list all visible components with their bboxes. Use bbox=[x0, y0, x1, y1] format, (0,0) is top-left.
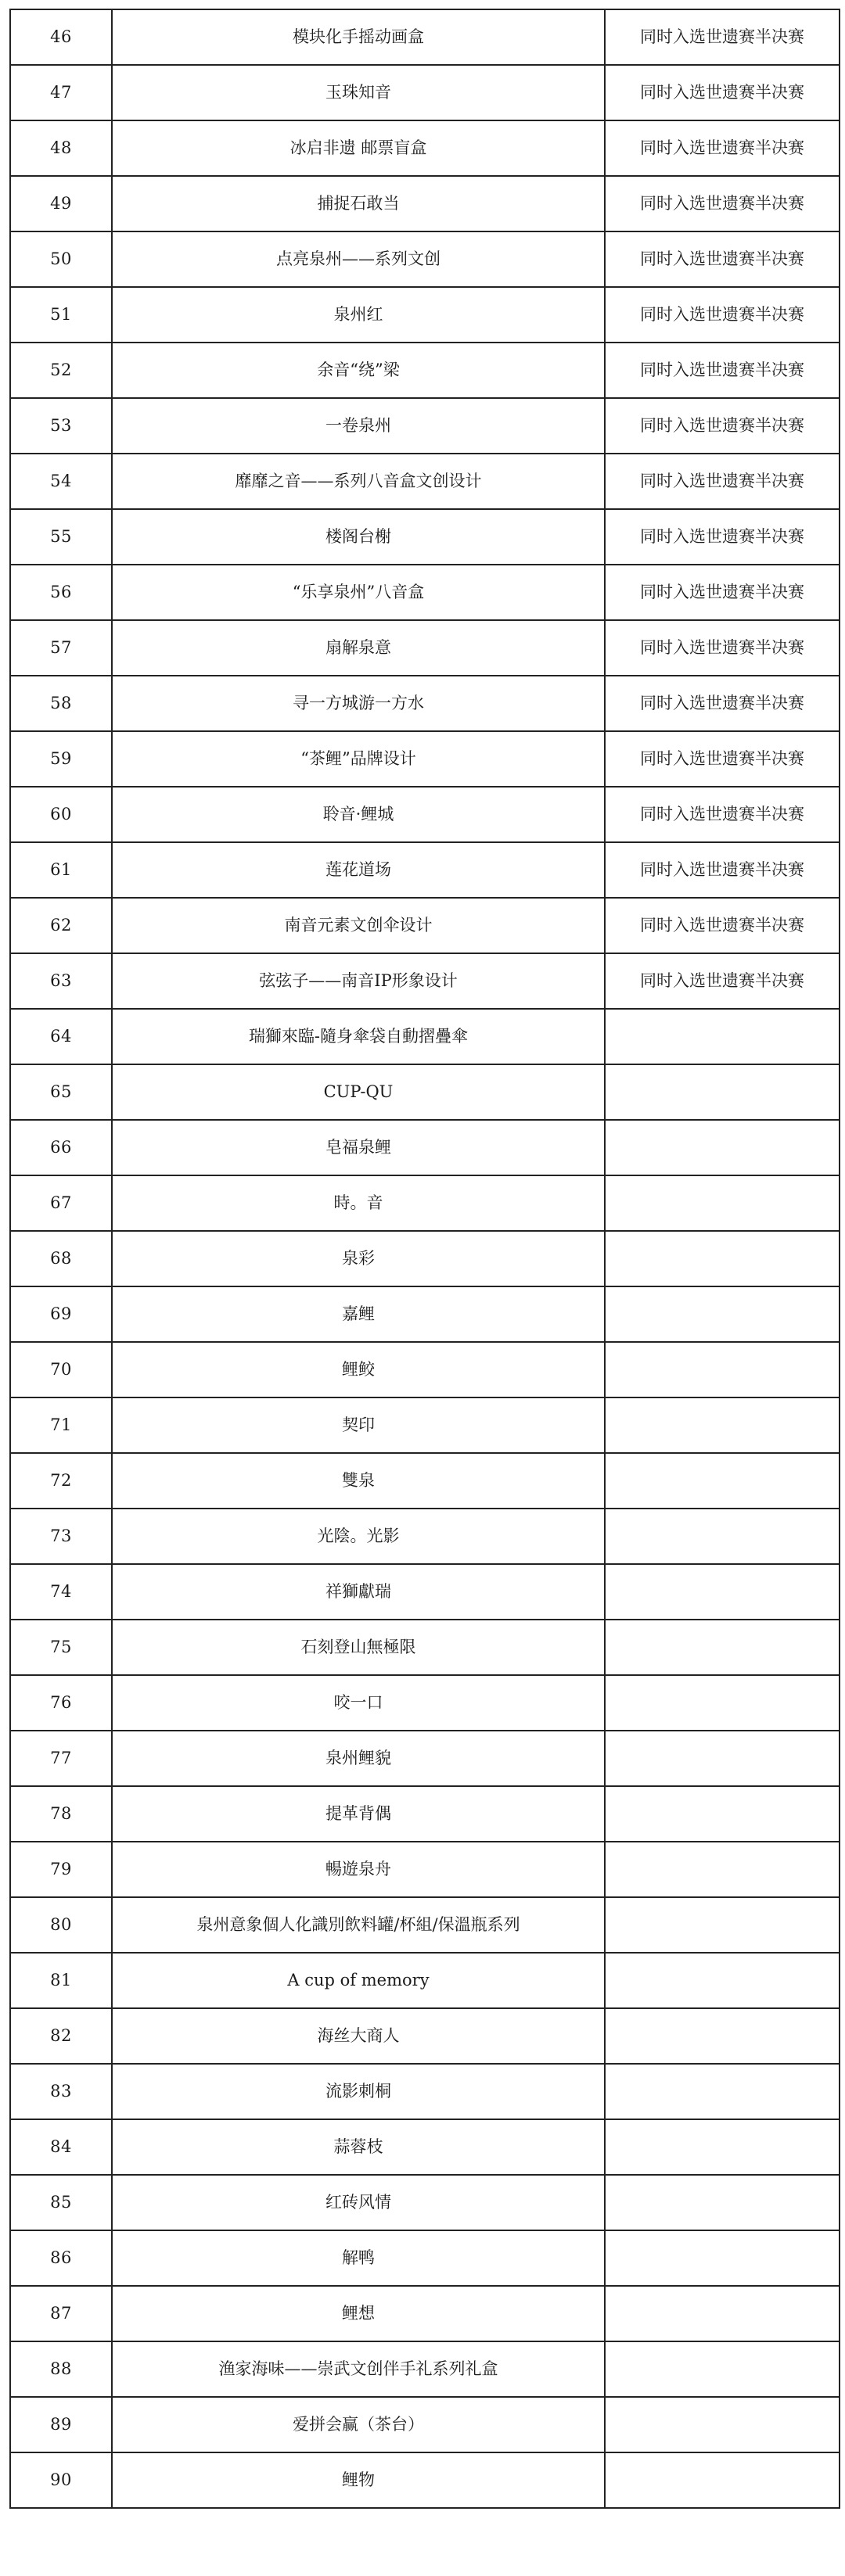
entry-title: 模块化手摇动画盒 bbox=[112, 9, 605, 65]
entry-remark bbox=[605, 1064, 840, 1120]
table-row bbox=[10, 1175, 840, 1231]
entry-number: 48 bbox=[10, 120, 112, 176]
entry-remark: 同时入选世遗赛半决赛 bbox=[605, 731, 840, 787]
entry-remark bbox=[605, 2452, 840, 2508]
table-row bbox=[10, 176, 840, 231]
table-row bbox=[10, 898, 840, 953]
entry-title: 流影刺桐 bbox=[112, 2064, 605, 2119]
entry-number: 52 bbox=[10, 343, 112, 398]
table-row bbox=[10, 120, 840, 176]
table-row bbox=[10, 1953, 840, 2008]
table-row bbox=[10, 231, 840, 287]
table-row bbox=[10, 9, 840, 65]
table-row bbox=[10, 565, 840, 620]
entry-remark bbox=[605, 2341, 840, 2397]
entry-title: 一卷泉州 bbox=[112, 398, 605, 454]
entry-number: 50 bbox=[10, 231, 112, 287]
entry-title: 契印 bbox=[112, 1397, 605, 1453]
entry-remark bbox=[605, 1731, 840, 1786]
entry-remark: 同时入选世遗赛半决赛 bbox=[605, 454, 840, 509]
entry-number: 63 bbox=[10, 953, 112, 1009]
entry-number: 61 bbox=[10, 842, 112, 898]
table-body bbox=[10, 9, 840, 2508]
table-row bbox=[10, 1342, 840, 1397]
entry-remark bbox=[605, 2175, 840, 2230]
entry-title: 玉珠知音 bbox=[112, 65, 605, 120]
table-row bbox=[10, 787, 840, 842]
table-row bbox=[10, 65, 840, 120]
entry-remark bbox=[605, 1231, 840, 1286]
entry-title: 泉彩 bbox=[112, 1231, 605, 1286]
entry-number: 78 bbox=[10, 1786, 112, 1842]
entry-remark bbox=[605, 1397, 840, 1453]
entry-title: 捕捉石敢当 bbox=[112, 176, 605, 231]
entry-title: 嘉鲤 bbox=[112, 1286, 605, 1342]
entry-number: 83 bbox=[10, 2064, 112, 2119]
table-row bbox=[10, 2119, 840, 2175]
entry-number: 64 bbox=[10, 1009, 112, 1064]
table-row bbox=[10, 2341, 840, 2397]
table-row bbox=[10, 2175, 840, 2230]
table-row bbox=[10, 1620, 840, 1675]
entry-title: 解鸭 bbox=[112, 2230, 605, 2286]
entry-number: 73 bbox=[10, 1509, 112, 1564]
entry-title: 泉州鲤貌 bbox=[112, 1731, 605, 1786]
entry-title: 冰启非遗 邮票盲盒 bbox=[112, 120, 605, 176]
table-row bbox=[10, 287, 840, 343]
entry-number: 62 bbox=[10, 898, 112, 953]
entry-remark: 同时入选世遗赛半决赛 bbox=[605, 620, 840, 676]
entry-number: 53 bbox=[10, 398, 112, 454]
table-row bbox=[10, 1397, 840, 1453]
entry-remark bbox=[605, 1509, 840, 1564]
entry-number: 74 bbox=[10, 1564, 112, 1620]
entry-number: 57 bbox=[10, 620, 112, 676]
entry-title: 光陰。光影 bbox=[112, 1509, 605, 1564]
entry-remark bbox=[605, 1897, 840, 1953]
entry-number: 75 bbox=[10, 1620, 112, 1675]
entry-title: 弦弦子——南音IP形象设计 bbox=[112, 953, 605, 1009]
entry-remark bbox=[605, 1842, 840, 1897]
entry-title: 南音元素文创伞设计 bbox=[112, 898, 605, 953]
entry-remark bbox=[605, 2230, 840, 2286]
entry-number: 85 bbox=[10, 2175, 112, 2230]
entry-number: 55 bbox=[10, 509, 112, 565]
entry-remark bbox=[605, 2064, 840, 2119]
entry-number: 66 bbox=[10, 1120, 112, 1175]
table-row bbox=[10, 2064, 840, 2119]
table-row bbox=[10, 343, 840, 398]
entry-remark bbox=[605, 1286, 840, 1342]
entry-title: 扇解泉意 bbox=[112, 620, 605, 676]
entry-number: 67 bbox=[10, 1175, 112, 1231]
entry-title: 鲤物 bbox=[112, 2452, 605, 2508]
entry-number: 51 bbox=[10, 287, 112, 343]
entry-number: 90 bbox=[10, 2452, 112, 2508]
entry-remark: 同时入选世遗赛半决赛 bbox=[605, 343, 840, 398]
table-row bbox=[10, 1009, 840, 1064]
entry-title: 雙泉 bbox=[112, 1453, 605, 1509]
table-row bbox=[10, 509, 840, 565]
entry-number: 87 bbox=[10, 2286, 112, 2341]
entry-title: CUP-QU bbox=[112, 1064, 605, 1120]
table-row bbox=[10, 1231, 840, 1286]
entry-remark bbox=[605, 2397, 840, 2452]
entry-remark: 同时入选世遗赛半决赛 bbox=[605, 287, 840, 343]
entry-title: 皂福泉鲤 bbox=[112, 1120, 605, 1175]
table-row bbox=[10, 620, 840, 676]
table-row bbox=[10, 398, 840, 454]
entry-remark: 同时入选世遗赛半决赛 bbox=[605, 231, 840, 287]
table-row bbox=[10, 731, 840, 787]
entry-remark bbox=[605, 1953, 840, 2008]
table-row bbox=[10, 1564, 840, 1620]
entry-remark: 同时入选世遗赛半决赛 bbox=[605, 898, 840, 953]
entry-title: A cup of memory bbox=[112, 1953, 605, 2008]
table-row bbox=[10, 1897, 840, 1953]
table-row bbox=[10, 1286, 840, 1342]
results-sheet bbox=[9, 9, 839, 2509]
entry-remark bbox=[605, 1620, 840, 1675]
table-row bbox=[10, 2286, 840, 2341]
entry-number: 49 bbox=[10, 176, 112, 231]
table-row bbox=[10, 1731, 840, 1786]
entry-title: 暢遊泉舟 bbox=[112, 1842, 605, 1897]
table-row bbox=[10, 1675, 840, 1731]
entry-title: 余音“绕”梁 bbox=[112, 343, 605, 398]
entry-number: 46 bbox=[10, 9, 112, 65]
entry-number: 76 bbox=[10, 1675, 112, 1731]
table-row bbox=[10, 842, 840, 898]
entry-title: 海丝大商人 bbox=[112, 2008, 605, 2064]
entry-title: 红砖风情 bbox=[112, 2175, 605, 2230]
entry-number: 58 bbox=[10, 676, 112, 731]
entry-title: “乐享泉州”八音盒 bbox=[112, 565, 605, 620]
entry-remark: 同时入选世遗赛半决赛 bbox=[605, 565, 840, 620]
entry-title: 爱拼会赢（茶台） bbox=[112, 2397, 605, 2452]
table-row bbox=[10, 1786, 840, 1842]
table-row bbox=[10, 1842, 840, 1897]
entry-number: 69 bbox=[10, 1286, 112, 1342]
entry-remark: 同时入选世遗赛半决赛 bbox=[605, 787, 840, 842]
table-row bbox=[10, 1120, 840, 1175]
entry-remark: 同时入选世遗赛半决赛 bbox=[605, 176, 840, 231]
entry-title: “茶鲤”品牌设计 bbox=[112, 731, 605, 787]
entry-title: 莲花道场 bbox=[112, 842, 605, 898]
entry-number: 72 bbox=[10, 1453, 112, 1509]
table-row bbox=[10, 2008, 840, 2064]
entry-title: 靡靡之音——系列八音盒文创设计 bbox=[112, 454, 605, 509]
entry-remark bbox=[605, 2286, 840, 2341]
entry-remark bbox=[605, 1786, 840, 1842]
entry-number: 86 bbox=[10, 2230, 112, 2286]
entry-number: 59 bbox=[10, 731, 112, 787]
entry-number: 77 bbox=[10, 1731, 112, 1786]
entry-number: 70 bbox=[10, 1342, 112, 1397]
table-row bbox=[10, 1064, 840, 1120]
entry-number: 47 bbox=[10, 65, 112, 120]
entry-number: 84 bbox=[10, 2119, 112, 2175]
entry-remark: 同时入选世遗赛半决赛 bbox=[605, 953, 840, 1009]
entry-title: 時。音 bbox=[112, 1175, 605, 1231]
entry-number: 88 bbox=[10, 2341, 112, 2397]
table-row bbox=[10, 2397, 840, 2452]
table-row bbox=[10, 2452, 840, 2508]
entry-title: 楼阁台榭 bbox=[112, 509, 605, 565]
entry-remark bbox=[605, 1675, 840, 1731]
entry-title: 咬一口 bbox=[112, 1675, 605, 1731]
table-row bbox=[10, 1453, 840, 1509]
entry-remark: 同时入选世遗赛半决赛 bbox=[605, 398, 840, 454]
entry-title: 石刻登山無極限 bbox=[112, 1620, 605, 1675]
entry-title: 瑞獅來臨-隨身傘袋自動摺疊傘 bbox=[112, 1009, 605, 1064]
table-row bbox=[10, 1509, 840, 1564]
table-row bbox=[10, 454, 840, 509]
entry-title: 渔家海味——崇武文创伴手礼系列礼盒 bbox=[112, 2341, 605, 2397]
entry-number: 56 bbox=[10, 565, 112, 620]
entry-number: 65 bbox=[10, 1064, 112, 1120]
entry-number: 54 bbox=[10, 454, 112, 509]
entry-number: 81 bbox=[10, 1953, 112, 2008]
entry-remark bbox=[605, 1453, 840, 1509]
entry-title: 鲤想 bbox=[112, 2286, 605, 2341]
entry-title: 点亮泉州——系列文创 bbox=[112, 231, 605, 287]
entry-title: 鲤鲛 bbox=[112, 1342, 605, 1397]
table-row bbox=[10, 2230, 840, 2286]
entry-number: 82 bbox=[10, 2008, 112, 2064]
entry-title: 寻一方城游一方水 bbox=[112, 676, 605, 731]
entry-number: 89 bbox=[10, 2397, 112, 2452]
entry-number: 60 bbox=[10, 787, 112, 842]
entry-title: 聆音·鲤城 bbox=[112, 787, 605, 842]
entry-remark: 同时入选世遗赛半决赛 bbox=[605, 9, 840, 65]
entry-remark bbox=[605, 1009, 840, 1064]
entry-title: 提革背偶 bbox=[112, 1786, 605, 1842]
entry-remark bbox=[605, 1120, 840, 1175]
entry-title: 蒜蓉枝 bbox=[112, 2119, 605, 2175]
entry-remark bbox=[605, 1342, 840, 1397]
entry-remark: 同时入选世遗赛半决赛 bbox=[605, 676, 840, 731]
entry-title: 泉州红 bbox=[112, 287, 605, 343]
entry-number: 68 bbox=[10, 1231, 112, 1286]
entry-title: 泉州意象個人化識別飲料罐/杯組/保溫瓶系列 bbox=[112, 1897, 605, 1953]
entry-remark bbox=[605, 1564, 840, 1620]
entry-remark bbox=[605, 1175, 840, 1231]
entry-remark: 同时入选世遗赛半决赛 bbox=[605, 842, 840, 898]
table-row bbox=[10, 676, 840, 731]
award-table bbox=[9, 9, 840, 2509]
entry-number: 79 bbox=[10, 1842, 112, 1897]
entry-remark bbox=[605, 2008, 840, 2064]
entry-title: 祥獅獻瑞 bbox=[112, 1564, 605, 1620]
table-row bbox=[10, 953, 840, 1009]
entry-remark: 同时入选世遗赛半决赛 bbox=[605, 120, 840, 176]
entry-remark: 同时入选世遗赛半决赛 bbox=[605, 65, 840, 120]
entry-number: 71 bbox=[10, 1397, 112, 1453]
entry-remark bbox=[605, 2119, 840, 2175]
entry-remark: 同时入选世遗赛半决赛 bbox=[605, 509, 840, 565]
entry-number: 80 bbox=[10, 1897, 112, 1953]
